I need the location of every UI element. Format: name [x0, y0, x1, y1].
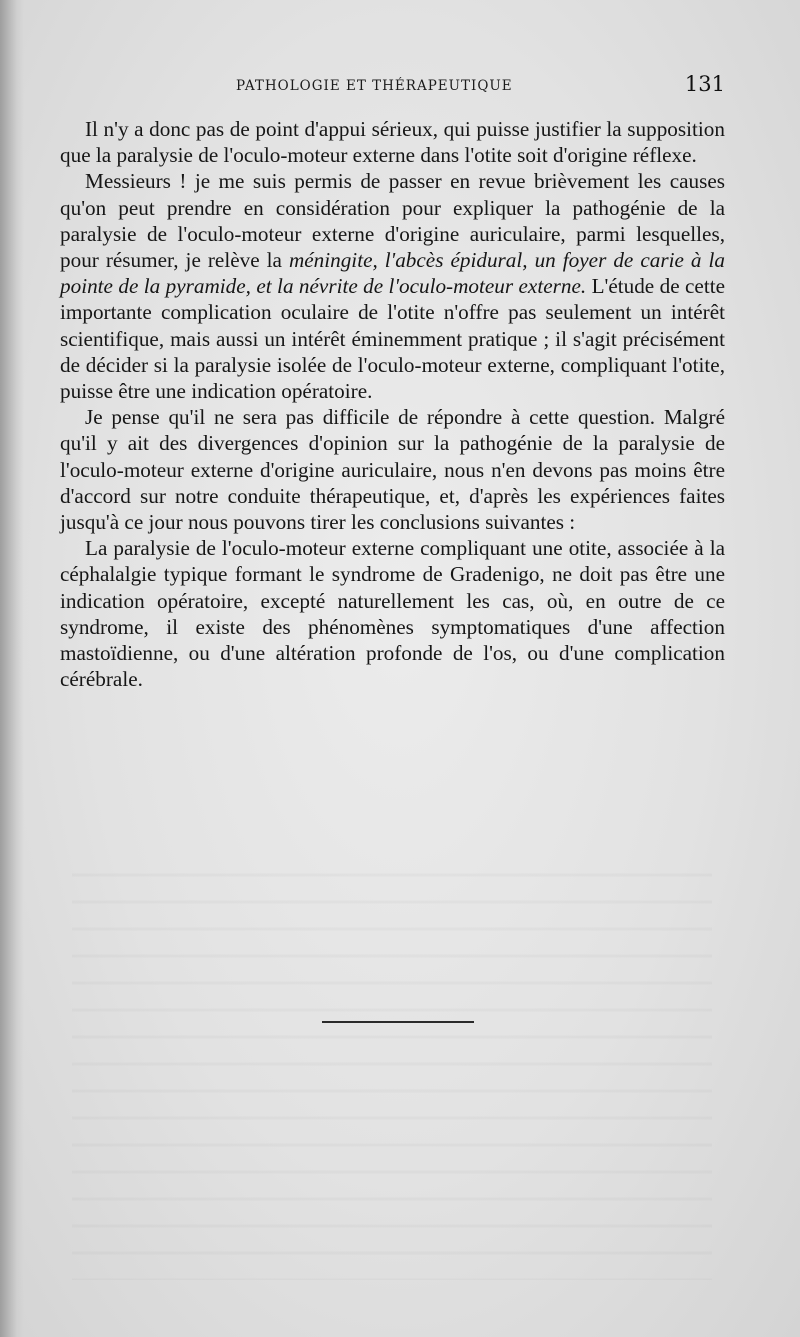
text-run: La paralysie de l'oculo-moteur externe compliquant une otite, associée à la céphalalgie typique formant le syndrome de Gradenigo, ne doit pas être une indication opératoire, excepté naturellement les cas, où, en outre de ce syndrome, il existe des phénomènes symptomatiques d'une affection mastoïdienne, ou d'une altération profonde de l'os, ou d'une complication cérébrale.	[60, 536, 725, 692]
paragraph	[60, 404, 725, 535]
text-run: Je pense qu'il ne sera pas difficile de répondre à cette question. Malgré qu'il y ait des divergences d'opinion sur la pathogénie de la paralysie de l'oculo-moteur externe d'origine auriculaire, nous n'en devons pas moins être d'accord sur notre conduite thérapeutique, et, d'après les expériences faites jusqu'à ce jour nous pouvons tirer les conclusions suivantes :	[60, 405, 725, 535]
body-text	[60, 116, 725, 692]
section-rule	[322, 1021, 474, 1023]
text-run: L'étude de cette importante complication oculaire de l'otite n'offre pas seulement un intérêt scientifique, mais aussi un intérêt éminemment pratique ; il s'agit précisément de décider si la paralysie isolée de l'oculo-moteur externe, compliquant l'otite, puisse être une indication opératoire.	[60, 274, 725, 404]
page-number: 131	[684, 72, 725, 96]
running-title: PATHOLOGIE ET THÉRAPEUTIQUE	[236, 78, 513, 94]
text-run: Messieurs ! je me suis permis de passer en revue brièvement les causes qu'on peut prendre en considération pour expliquer la pathogénie de la paralysie de l'oculo-moteur externe d'origine auriculaire, parmi lesquelles, pour résumer, je relève la	[60, 169, 725, 273]
page-header	[60, 72, 725, 102]
italic-text: méningite, l'abcès épidural, un foyer de carie à la pointe de la pyramide, et la névrite de l'oculo-moteur externe.	[60, 248, 725, 299]
paragraph	[60, 168, 725, 404]
text-run: Il n'y a donc pas de point d'appui sérieux, qui puisse justifier la supposition que la paralysie de l'oculo-moteur externe dans l'otite soit d'origine réflexe.	[60, 117, 725, 168]
paragraph	[60, 116, 725, 168]
paragraph	[60, 535, 725, 692]
show-through-text	[72, 860, 712, 1280]
